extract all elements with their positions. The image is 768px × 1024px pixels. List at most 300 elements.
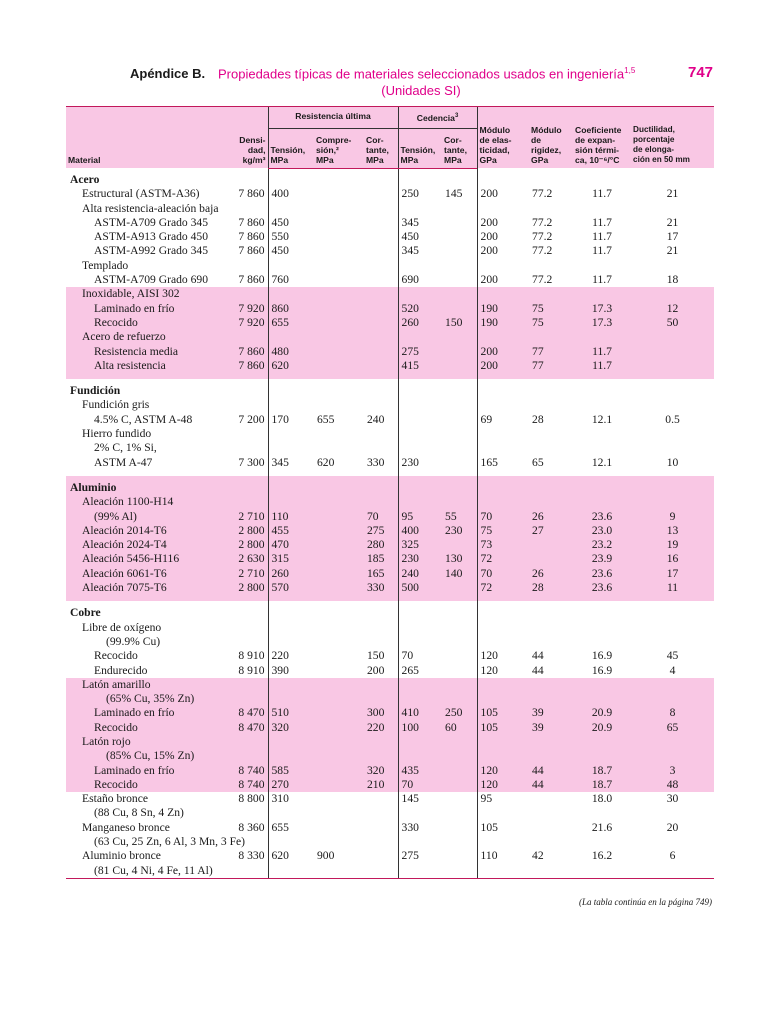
cell-dens bbox=[232, 427, 268, 441]
cell-su: 320 bbox=[364, 764, 398, 778]
cell-tu: 450 bbox=[268, 244, 314, 258]
cell-rig bbox=[529, 476, 573, 495]
cell-sc bbox=[442, 581, 477, 601]
cell-coef: 11.7 bbox=[592, 244, 612, 258]
cell-cp bbox=[314, 601, 364, 620]
table-row bbox=[66, 287, 714, 301]
table-title bbox=[218, 66, 635, 81]
table-row bbox=[66, 778, 714, 792]
cell-duct: 50 bbox=[631, 316, 714, 330]
cell-tu bbox=[268, 806, 314, 820]
cell-tc bbox=[398, 202, 442, 216]
cell-coef bbox=[573, 864, 631, 879]
cell-rig bbox=[529, 538, 573, 552]
cell-mat: Latón rojo bbox=[66, 735, 232, 749]
cell-rig bbox=[529, 259, 573, 273]
cell-coef: 17.3 bbox=[573, 302, 631, 316]
cell-sc bbox=[442, 678, 477, 692]
group-cedencia: Cedencia$^3$ bbox=[398, 107, 477, 129]
cell-coef bbox=[573, 621, 631, 635]
cell-sc bbox=[442, 764, 477, 778]
col-modulo-rigidez: Módulo de rigidez, GPa bbox=[529, 107, 573, 169]
cell-cp bbox=[314, 302, 364, 316]
section-header-row bbox=[66, 601, 714, 620]
cell-cp bbox=[314, 835, 364, 849]
cell-sc: 230 bbox=[442, 524, 477, 538]
cell-tu: 620 bbox=[268, 359, 314, 379]
cell-coef bbox=[573, 202, 631, 216]
cell-su bbox=[364, 359, 398, 379]
cell-su bbox=[364, 864, 398, 879]
page-header bbox=[0, 66, 768, 106]
cell-tu bbox=[268, 864, 314, 879]
cell-sc bbox=[442, 359, 477, 379]
cell-cp bbox=[314, 581, 364, 601]
table-row bbox=[66, 706, 714, 720]
cell-su bbox=[364, 273, 398, 287]
cell-duct: 65 bbox=[631, 721, 714, 735]
cell-mat: Estaño bronce bbox=[82, 792, 148, 806]
cell-su bbox=[364, 398, 398, 412]
cell-sc bbox=[442, 806, 477, 820]
table-row bbox=[66, 441, 714, 455]
cell-rig bbox=[529, 635, 573, 649]
table-row bbox=[66, 398, 714, 412]
cell-su bbox=[364, 379, 398, 398]
cell-mat: Aleación 2024-T4 bbox=[66, 538, 232, 552]
cell-su: 185 bbox=[364, 552, 398, 566]
cell-tc: 230 bbox=[398, 456, 442, 476]
cell-elas: 120 bbox=[477, 764, 529, 778]
cell-mat: Recocido bbox=[94, 649, 138, 663]
cell-tu: 655 bbox=[268, 821, 314, 835]
cell-dens: 2 710 bbox=[232, 510, 268, 524]
table-row bbox=[66, 302, 714, 316]
cell-mat: Inoxidable, AISI 302 bbox=[66, 287, 232, 301]
cell-duct bbox=[631, 259, 714, 273]
cell-mat: Aleación 7075-T6 bbox=[66, 581, 232, 601]
cell-duct bbox=[631, 168, 714, 187]
cell-duct: 18 bbox=[666, 273, 679, 287]
cell-cp bbox=[314, 678, 364, 692]
cell-sc bbox=[442, 244, 477, 258]
cell-coef: 20.9 bbox=[573, 721, 631, 735]
cell-sc bbox=[442, 778, 477, 792]
cell-sc bbox=[442, 749, 477, 763]
section-header-row bbox=[66, 379, 714, 398]
cell-duct: 11 bbox=[631, 581, 714, 601]
cell-cp: 655 bbox=[317, 412, 335, 426]
cell-elas: 190 bbox=[477, 302, 529, 316]
cell-dens: 8 740 bbox=[232, 778, 268, 792]
cell-tu bbox=[268, 330, 314, 344]
cell-dens bbox=[232, 678, 268, 692]
cell-rig: 65 bbox=[532, 455, 544, 469]
cell-sc bbox=[442, 202, 477, 216]
cell-mat: Fundición bbox=[70, 384, 121, 398]
cell-su: 70 bbox=[364, 510, 398, 524]
cell-sc: 55 bbox=[442, 510, 477, 524]
cell-cp bbox=[314, 495, 364, 509]
cell-dens: 8 330 bbox=[238, 849, 265, 863]
cell-dens: 2 710 bbox=[232, 567, 268, 581]
cell-cp bbox=[314, 379, 364, 398]
cell-su bbox=[364, 735, 398, 749]
cell-cp bbox=[314, 721, 364, 735]
cell-tu: 510 bbox=[268, 706, 314, 720]
cell-rig bbox=[529, 792, 573, 806]
cell-su: 210 bbox=[364, 778, 398, 792]
cell-duct bbox=[631, 441, 714, 455]
cell-cp: 900 bbox=[317, 849, 335, 863]
cell-elas: 105 bbox=[477, 821, 529, 835]
cell-mat: Endurecido bbox=[94, 663, 148, 677]
cell-cp bbox=[314, 635, 364, 649]
cell-duct bbox=[631, 678, 714, 692]
cell-mat: 4.5% C, ASTM A-48 bbox=[94, 412, 193, 426]
cell-elas: 200 bbox=[477, 216, 529, 230]
cell-duct bbox=[631, 692, 714, 706]
cell-elas: 200 bbox=[477, 244, 529, 258]
cell-mat: Cobre bbox=[70, 606, 101, 620]
cell-cp bbox=[314, 345, 364, 359]
table-row bbox=[66, 244, 714, 258]
cell-coef: 23.6 bbox=[573, 567, 631, 581]
cell-sc: 130 bbox=[442, 552, 477, 566]
cell-tu: 760 bbox=[268, 273, 314, 287]
table-row bbox=[66, 273, 714, 287]
cell-dens: 7 860 bbox=[232, 359, 268, 379]
cell-tc bbox=[398, 495, 442, 509]
cell-cp bbox=[314, 567, 364, 581]
col-ductilidad: Ductilidad, porcentaje de elonga- ción en 50 mm bbox=[631, 107, 714, 169]
table-title-text: Propiedades típicas de materiales seleccionados usados en ingeniería bbox=[218, 66, 625, 82]
cell-rig: 44 bbox=[529, 778, 573, 792]
cell-su: 165 bbox=[364, 567, 398, 581]
cell-rig bbox=[529, 678, 573, 692]
cell-sc bbox=[442, 441, 477, 455]
cell-tu: 390 bbox=[268, 664, 314, 678]
cell-su bbox=[364, 635, 398, 649]
cell-sc bbox=[442, 835, 477, 849]
cell-rig: 26 bbox=[529, 567, 573, 581]
cell-tu: 345 bbox=[268, 456, 314, 476]
cell-duct bbox=[631, 495, 714, 509]
cell-rig bbox=[529, 168, 573, 187]
cell-sc bbox=[442, 398, 477, 412]
table-row bbox=[66, 510, 714, 524]
cell-tu bbox=[268, 398, 314, 412]
cell-elas bbox=[477, 835, 529, 849]
cell-dens: 7 860 bbox=[238, 230, 265, 244]
cell-cp bbox=[314, 330, 364, 344]
cell-tu: 310 bbox=[268, 792, 314, 806]
cell-mat: Resistencia media bbox=[66, 345, 232, 359]
cell-duct: 6 bbox=[669, 849, 676, 863]
col-compresion: Compre- sión,² MPa bbox=[314, 128, 364, 168]
cell-mat: Recocido bbox=[66, 721, 232, 735]
cell-rig bbox=[529, 398, 573, 412]
cell-coef bbox=[573, 495, 631, 509]
cell-sc bbox=[442, 330, 477, 344]
cell-tc: 265 bbox=[398, 664, 442, 678]
cell-coef: 23.6 bbox=[573, 581, 631, 601]
table-row bbox=[66, 749, 714, 763]
cell-dens: 7 860 bbox=[238, 273, 265, 287]
cell-dens bbox=[232, 806, 268, 820]
cell-tc: 70 bbox=[398, 778, 442, 792]
cell-cp bbox=[314, 287, 364, 301]
cell-mat: Templado bbox=[82, 258, 129, 272]
cell-su: 330 bbox=[364, 581, 398, 601]
cell-su bbox=[364, 202, 398, 216]
cell-rig bbox=[529, 202, 573, 216]
cell-cp bbox=[314, 273, 364, 287]
cell-sc bbox=[442, 538, 477, 552]
cell-cp bbox=[314, 510, 364, 524]
cell-elas bbox=[477, 330, 529, 344]
cell-rig: 75 bbox=[529, 316, 573, 330]
cell-mat: Acero bbox=[70, 173, 100, 186]
cell-su bbox=[364, 345, 398, 359]
cell-su bbox=[364, 678, 398, 692]
cell-coef: 16.2 bbox=[591, 849, 613, 863]
cell-coef bbox=[573, 330, 631, 344]
cell-rig bbox=[529, 379, 573, 398]
cell-tc bbox=[398, 692, 442, 706]
cell-dens bbox=[232, 749, 268, 763]
cell-duct bbox=[631, 379, 714, 398]
cell-coef bbox=[573, 441, 631, 455]
cell-tc bbox=[398, 413, 442, 427]
cell-mat: Aleación 6061-T6 bbox=[66, 567, 232, 581]
table-row bbox=[66, 345, 714, 359]
cell-dens bbox=[232, 621, 268, 635]
cell-dens: 7 200 bbox=[238, 412, 265, 426]
col-modulo-elasticidad: Módulo de elas- ticidad, GPa bbox=[477, 107, 529, 169]
cell-cp bbox=[314, 706, 364, 720]
cell-rig bbox=[529, 441, 573, 455]
cell-cp bbox=[314, 259, 364, 273]
cell-su bbox=[364, 302, 398, 316]
cell-duct bbox=[631, 601, 714, 620]
cell-coef bbox=[573, 678, 631, 692]
cell-coef: 20.9 bbox=[573, 706, 631, 720]
cell-elas bbox=[477, 287, 529, 301]
cell-dens: 7 860 bbox=[232, 345, 268, 359]
cell-tu bbox=[268, 259, 314, 273]
cell-su bbox=[364, 230, 398, 244]
cell-tu bbox=[268, 635, 314, 649]
cell-cp bbox=[314, 187, 364, 201]
cell-coef: 18.7 bbox=[573, 764, 631, 778]
cell-tu: 480 bbox=[268, 345, 314, 359]
cell-coef: 11.7 bbox=[592, 215, 612, 229]
cell-rig: 77.2 bbox=[532, 244, 553, 258]
cell-duct: 21 bbox=[666, 215, 679, 229]
cell-mat: Laminado en frío bbox=[66, 302, 232, 316]
cell-sc bbox=[442, 345, 477, 359]
cell-sc bbox=[442, 635, 477, 649]
cell-su bbox=[364, 835, 398, 849]
cell-duct bbox=[631, 427, 714, 441]
cell-tu bbox=[268, 168, 314, 187]
cell-tu bbox=[268, 441, 314, 455]
cell-dens bbox=[232, 330, 268, 344]
cell-tc bbox=[398, 621, 442, 635]
cell-su bbox=[364, 287, 398, 301]
col-cortante-cedencia: Cor- tante, MPa bbox=[442, 128, 477, 168]
cell-elas: 69 bbox=[477, 413, 529, 427]
cell-cp bbox=[314, 244, 364, 258]
cell-duct bbox=[631, 476, 714, 495]
cell-coef: 17.3 bbox=[573, 316, 631, 330]
cell-elas: 200 bbox=[477, 273, 529, 287]
table-row bbox=[66, 538, 714, 552]
cell-dens: 7 300 bbox=[238, 455, 265, 469]
cell-dens: 8 910 bbox=[238, 663, 265, 677]
cell-elas bbox=[477, 202, 529, 216]
cell-cp bbox=[314, 359, 364, 379]
cell-mat: Aluminio bbox=[66, 476, 232, 495]
cell-tu bbox=[268, 427, 314, 441]
cell-tu bbox=[268, 835, 314, 849]
cell-su: 275 bbox=[364, 524, 398, 538]
cell-coef bbox=[573, 635, 631, 649]
cell-duct bbox=[631, 287, 714, 301]
cell-coef: 11.7 bbox=[592, 273, 612, 287]
cell-sc bbox=[442, 216, 477, 230]
cell-tu: 455 bbox=[268, 524, 314, 538]
cell-tu: 860 bbox=[268, 302, 314, 316]
table-row bbox=[66, 764, 714, 778]
cell-dens bbox=[232, 441, 268, 455]
cell-dens: 2 630 bbox=[232, 552, 268, 566]
table-row bbox=[66, 806, 714, 820]
cell-su bbox=[364, 244, 398, 258]
cell-mat: Estructural (ASTM-A36) bbox=[82, 187, 200, 201]
cell-tc: 450 bbox=[398, 230, 442, 244]
cell-sc bbox=[442, 621, 477, 635]
cell-su bbox=[364, 187, 398, 201]
cell-elas: 165 bbox=[477, 456, 529, 476]
cell-dens: 7 920 bbox=[232, 302, 268, 316]
table-row bbox=[66, 427, 714, 441]
cell-duct bbox=[631, 864, 714, 879]
cell-tc bbox=[398, 427, 442, 441]
cell-sc bbox=[442, 601, 477, 620]
cell-elas: 200 bbox=[477, 230, 529, 244]
cell-cp bbox=[314, 168, 364, 187]
page-number: 747 bbox=[688, 64, 714, 81]
cell-coef: 12.1 bbox=[591, 455, 613, 469]
cell-mat: Alta resistencia-aleación baja bbox=[82, 201, 219, 215]
cell-tu: 110 bbox=[268, 510, 314, 524]
cell-su bbox=[364, 476, 398, 495]
cell-duct: 3 bbox=[631, 764, 714, 778]
cell-tu: 315 bbox=[268, 552, 314, 566]
cell-tc: 240 bbox=[398, 567, 442, 581]
cell-dens: 7 860 bbox=[238, 215, 265, 229]
cell-coef bbox=[573, 476, 631, 495]
cell-dens: 2 800 bbox=[232, 581, 268, 601]
cell-rig bbox=[529, 835, 573, 849]
cell-tu: 170 bbox=[268, 413, 314, 427]
cell-tc: 325 bbox=[398, 538, 442, 552]
table-body bbox=[66, 168, 714, 878]
cell-rig: 77 bbox=[529, 359, 573, 379]
cell-mat: Libre de oxígeno bbox=[82, 620, 162, 634]
cell-tc bbox=[398, 379, 442, 398]
cell-duct bbox=[631, 330, 714, 344]
cell-tc bbox=[398, 635, 442, 649]
cell-coef: 16.9 bbox=[591, 663, 613, 677]
cell-tc bbox=[398, 864, 442, 879]
cell-elas bbox=[477, 678, 529, 692]
cell-rig bbox=[529, 806, 573, 820]
table-row bbox=[66, 259, 714, 273]
col-densidad: Densi- dad, kg/m³ bbox=[232, 107, 268, 169]
cell-tu: 585 bbox=[268, 764, 314, 778]
cell-mat: ASTM A-47 bbox=[94, 455, 153, 469]
cell-cp bbox=[314, 649, 364, 663]
cell-duct bbox=[631, 806, 714, 820]
cell-cp bbox=[314, 398, 364, 412]
cell-cp bbox=[314, 749, 364, 763]
cell-cp bbox=[314, 316, 364, 330]
cell-sc bbox=[442, 692, 477, 706]
cell-dens bbox=[232, 495, 268, 509]
cell-cp bbox=[314, 524, 364, 538]
cell-dens bbox=[232, 168, 268, 187]
cell-cp bbox=[314, 427, 364, 441]
cell-duct: 30 bbox=[666, 792, 679, 806]
cell-elas bbox=[477, 495, 529, 509]
cell-sc bbox=[442, 735, 477, 749]
cell-coef: 16.9 bbox=[591, 649, 613, 663]
cell-rig bbox=[529, 692, 573, 706]
cell-rig: 77.2 bbox=[532, 215, 553, 229]
cell-tu: 470 bbox=[268, 538, 314, 552]
cell-tc: 400 bbox=[398, 524, 442, 538]
cell-mat: ASTM-A992 Grado 345 bbox=[94, 244, 208, 258]
cell-rig: 77 bbox=[529, 345, 573, 359]
cell-elas: 95 bbox=[477, 792, 529, 806]
cell-dens: 8 800 bbox=[238, 792, 265, 806]
table-row bbox=[66, 359, 714, 379]
cell-rig bbox=[529, 749, 573, 763]
cell-su: 200 bbox=[367, 663, 385, 677]
cell-elas bbox=[477, 635, 529, 649]
cell-cp bbox=[314, 778, 364, 792]
cell-tc bbox=[398, 330, 442, 344]
cell-su bbox=[364, 692, 398, 706]
cell-mat: Laminado en frío bbox=[66, 706, 232, 720]
table-row bbox=[66, 495, 714, 509]
cell-duct: 21 bbox=[666, 244, 679, 258]
cell-sc bbox=[442, 649, 477, 663]
col-coeficiente-expansion: Coeficiente de expan- sión térmi- ca, 10⁻⁶/°C bbox=[573, 107, 631, 169]
cell-elas: 200 bbox=[477, 187, 529, 201]
cell-tu bbox=[268, 202, 314, 216]
table-row bbox=[66, 721, 714, 735]
cell-tc: 260 bbox=[398, 316, 442, 330]
cell-tc: 145 bbox=[398, 792, 442, 806]
cell-duct bbox=[631, 202, 714, 216]
cell-tu: 450 bbox=[268, 216, 314, 230]
cell-rig: 77.2 bbox=[532, 230, 553, 244]
cell-tc: 500 bbox=[398, 581, 442, 601]
